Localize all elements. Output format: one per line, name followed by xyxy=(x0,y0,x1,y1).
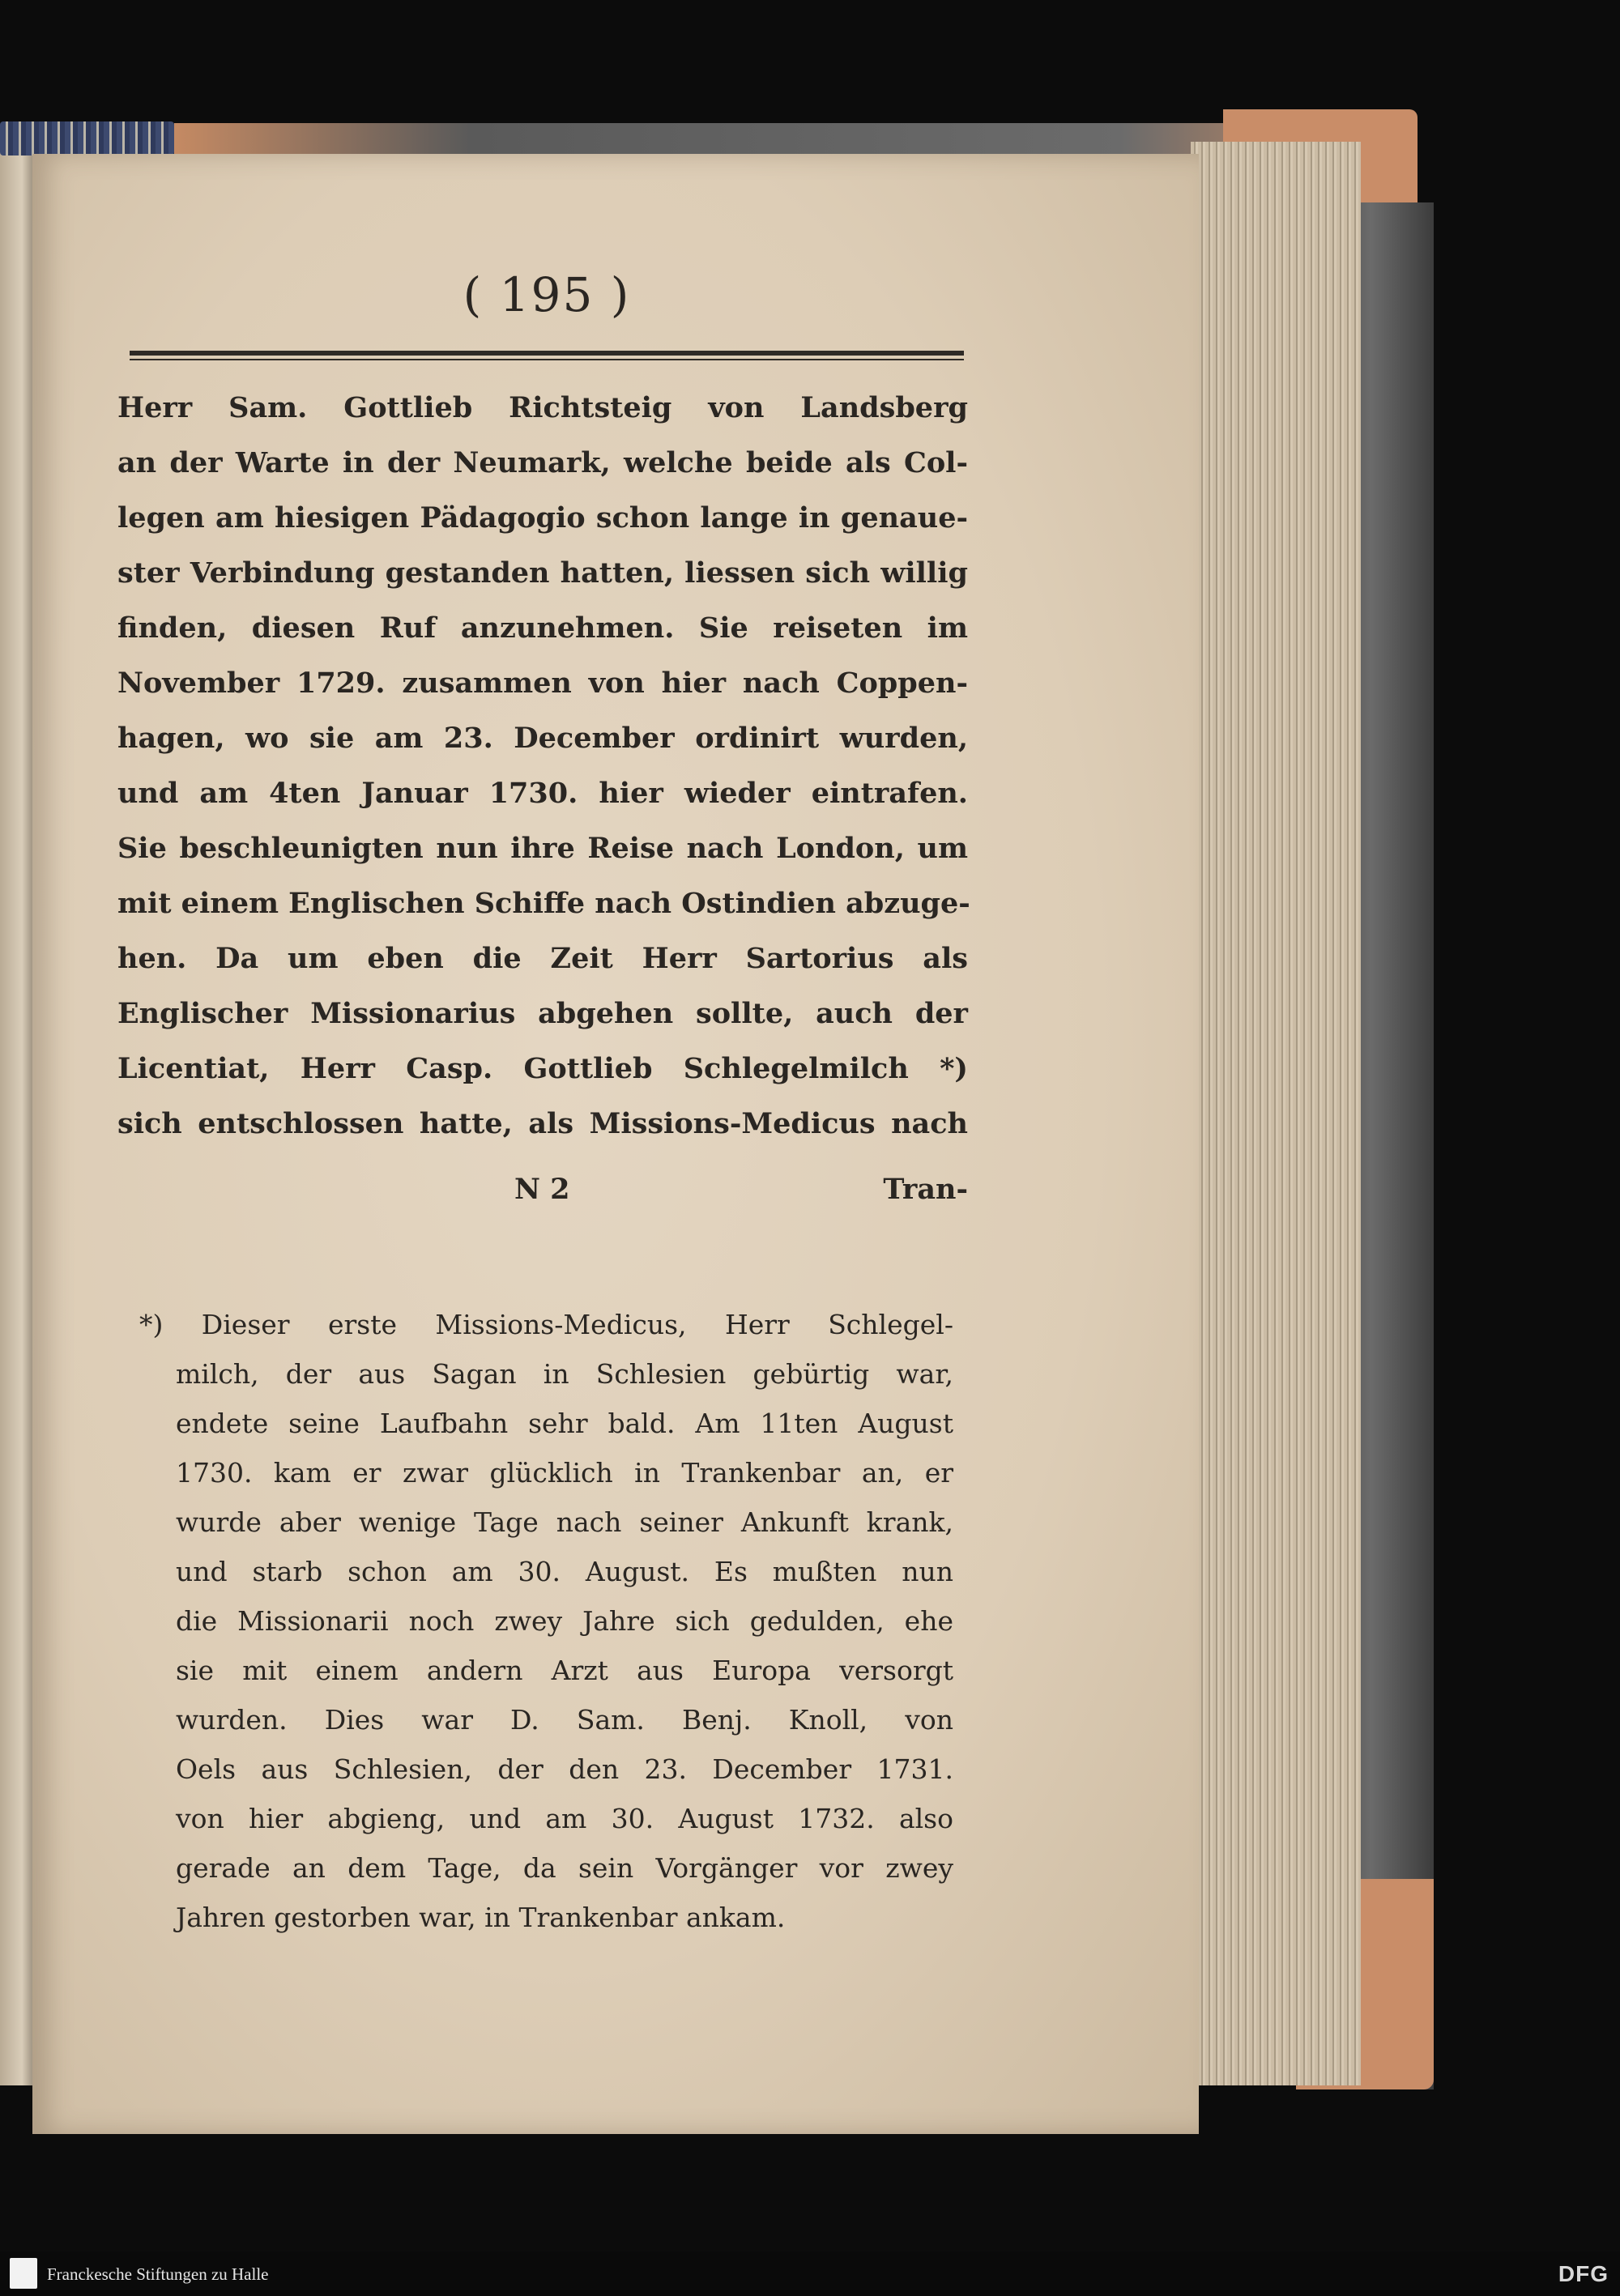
footnote-line: *) Dieser erste Missions-Medicus, Herr Schlegel- xyxy=(139,1309,953,1340)
footnote-line: von hier abgieng, und am 30. August 1732. also xyxy=(176,1803,953,1834)
footnote-line: milch, der aus Sagan in Schlesien gebürtig war, xyxy=(176,1358,953,1390)
text-line: sich entschlossen hatte, als Missions-Medicus nach xyxy=(117,1107,968,1140)
footnote-line: 1730. kam er zwar glücklich in Trankenbar an, er xyxy=(176,1457,953,1489)
text-line: hen. Da um eben die Zeit Herr Sartorius als xyxy=(117,942,968,975)
text-line: mit einem Englischen Schiffe nach Ostindien abzuge- xyxy=(117,887,970,920)
text-line: November 1729. zusammen von hier nach Coppen- xyxy=(117,667,968,700)
page-edges xyxy=(1191,142,1361,2085)
text-line: und am 4ten Januar 1730. hier wieder eintrafen. xyxy=(117,777,968,810)
facing-page-edge xyxy=(0,142,36,2085)
text-line: Licentiat, Herr Casp. Gottlieb Schlegelmilch *) xyxy=(117,1052,968,1085)
signature-line xyxy=(117,1173,968,1221)
institution-logo-icon xyxy=(10,2258,37,2289)
book-top-board xyxy=(174,123,1357,155)
text-line: an der Warte in der Neumark, welche beide als Col- xyxy=(117,446,968,479)
text-line: Sie beschleunigten nun ihre Reise nach London, um xyxy=(117,832,968,865)
main-text xyxy=(117,381,968,1152)
text-line: Englischer Missionarius abgehen sollte, auch der xyxy=(117,997,968,1030)
footnote-line: Oels aus Schlesien, der den 23. December 1731. xyxy=(176,1753,953,1785)
catchword: Tran- xyxy=(883,1173,968,1206)
text-line: finden, diesen Ruf anzunehmen. Sie reiseten im xyxy=(117,611,968,645)
footnote-line: endete seine Laufbahn sehr bald. Am 11ten August xyxy=(176,1408,953,1439)
text-line: hagen, wo sie am 23. December ordinirt wurden, xyxy=(117,722,968,755)
footnote-line: wurde aber wenige Tage nach seiner Ankunft krank, xyxy=(176,1506,953,1538)
page-number: ( 195 ) xyxy=(463,267,631,322)
page-header xyxy=(130,267,964,381)
text-line: ster Verbindung gestanden hatten, liessen sich willig xyxy=(117,556,968,590)
text-line: Herr Sam. Gottlieb Richtsteig von Landsberg xyxy=(117,391,968,424)
footnote-line: Jahren gestorben war, in Trankenbar ankam. xyxy=(176,1902,786,1933)
text-line: legen am hiesigen Pädagogio schon lange in genaue- xyxy=(117,501,968,535)
footnote-line: gerade an dem Tage, da sein Vorgänger vor zwey xyxy=(176,1852,953,1884)
footnote-line: die Missionarii noch zwey Jahre sich gedulden, ehe xyxy=(176,1605,953,1637)
footnote-line: wurden. Dies war D. Sam. Benj. Knoll, von xyxy=(176,1704,953,1736)
footnote-line: und starb schon am 30. August. Es mußten nun xyxy=(176,1556,953,1587)
footnote xyxy=(139,1300,953,1942)
institution-credit: Franckesche Stiftungen zu Halle xyxy=(47,2264,269,2284)
credit-bar xyxy=(0,2251,1620,2296)
footnote-line: sie mit einem andern Arzt aus Europa versorgt xyxy=(176,1655,953,1686)
book-headband xyxy=(0,121,174,155)
dfg-logo: DFG xyxy=(1558,2261,1609,2286)
header-rule xyxy=(130,351,964,360)
gathering-signature: N 2 xyxy=(514,1173,570,1206)
